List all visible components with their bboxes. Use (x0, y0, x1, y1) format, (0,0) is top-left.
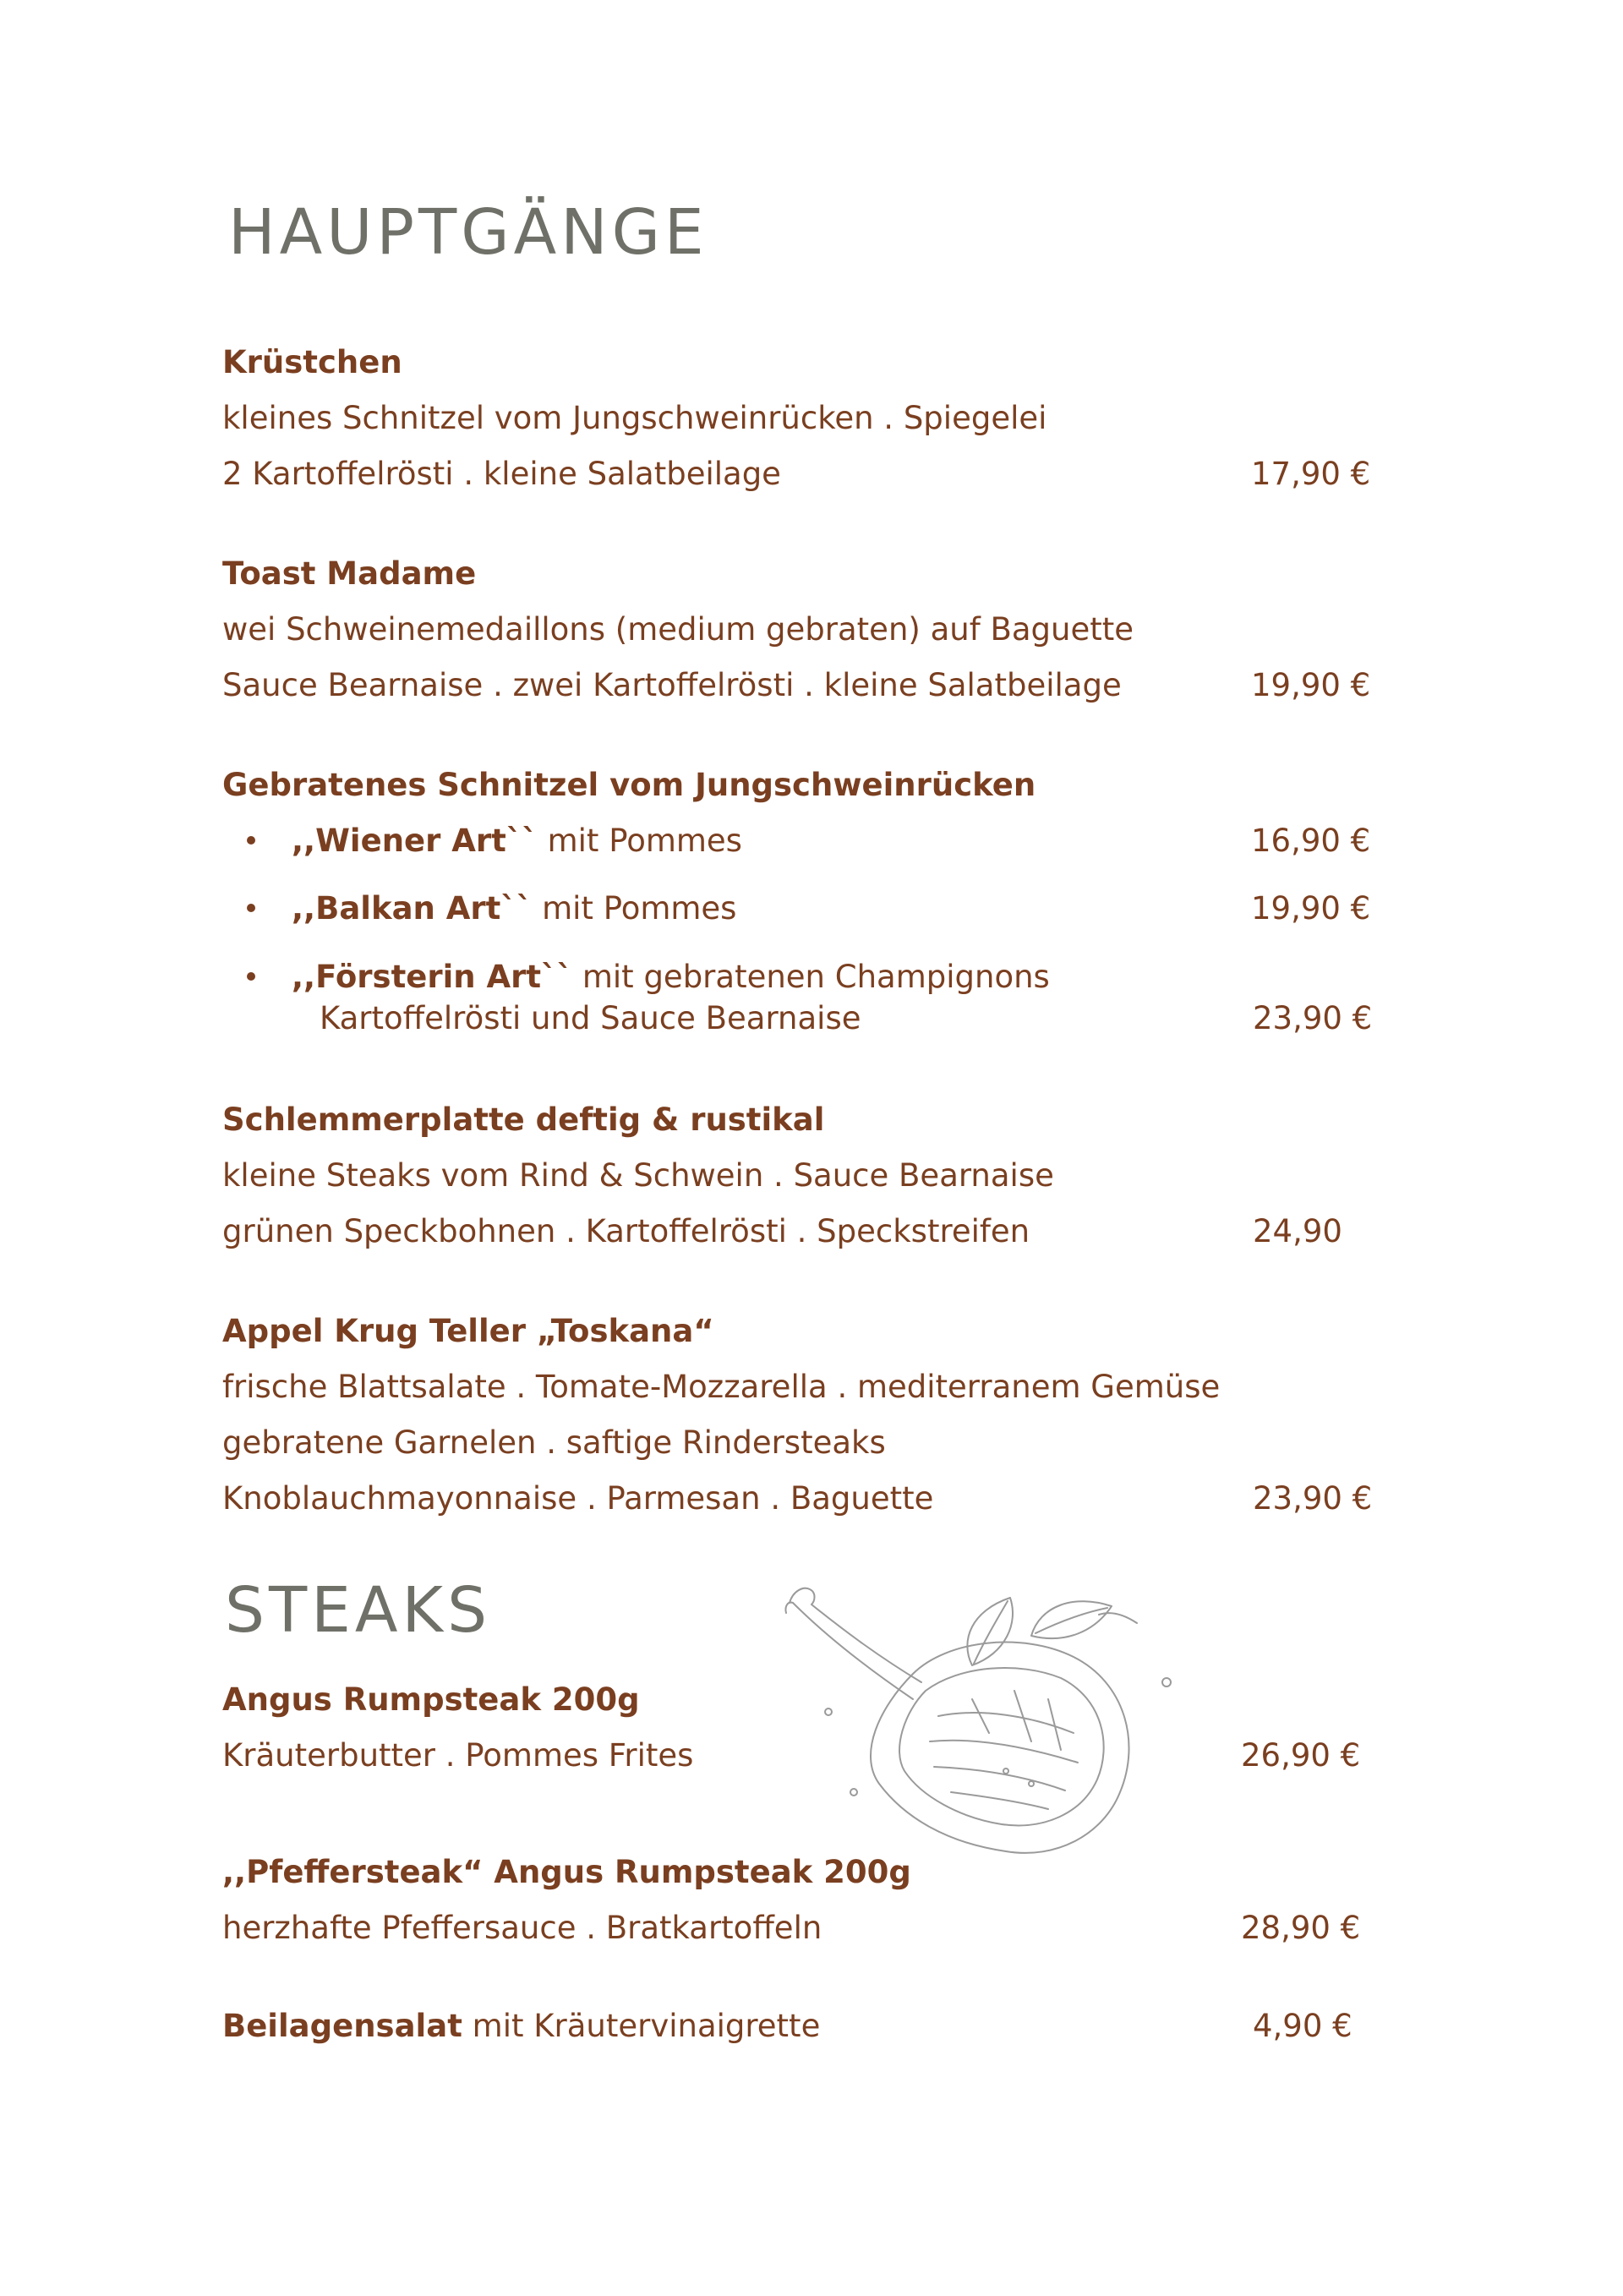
option-price-balkan: 19,90 € (1251, 890, 1371, 927)
option-name: ,,Wiener Art`` (292, 823, 538, 859)
option-desc: mit Pommes (532, 890, 737, 927)
dish-desc-appel-1: frische Blattsalate . Tomate-Mozzarella . mediterranem Gemüse (222, 1369, 1221, 1405)
dish-name-schnitzel: Gebratenes Schnitzel vom Jungschweinrücken (222, 767, 1036, 803)
schnitzel-option-balkan (292, 890, 737, 927)
dish-desc-schlemmer-1: kleine Steaks vom Rind & Schwein . Sauce Bearnaise (222, 1157, 1054, 1194)
dish-desc-pfeffer-1: herzhafte Pfeffersauce . Bratkartoffeln (222, 1910, 822, 1946)
option-desc: mit gebratenen Champignons (572, 959, 1050, 995)
dish-name-schlemmer: Schlemmerplatte deftig & rustikal (222, 1102, 825, 1138)
option-price-foersterin: 23,90 € (1253, 1000, 1373, 1036)
dish-price-appel: 23,90 € (1253, 1480, 1373, 1517)
bullet-dot (247, 972, 255, 981)
dish-price-schlemmer: 24,90 (1253, 1213, 1342, 1249)
section-title-hauptgaenge: HAUPTGÄNGE (228, 196, 708, 269)
dish-desc-krustchen-1: kleines Schnitzel vom Jungschweinrücken . Spiegelei (222, 400, 1047, 436)
dish-name-angus: Angus Rumpsteak 200g (222, 1681, 640, 1718)
dish-name-krustchen: Krüstchen (222, 344, 402, 380)
dish-desc-toast-1: wei Schweinemedaillons (medium gebraten) auf Baguette (222, 611, 1134, 648)
option-name: ,,Försterin Art`` (292, 959, 573, 995)
dish-name-pfeffer: ,,Pfeffersteak“ Angus Rumpsteak 200g (222, 1854, 911, 1890)
dish-price-toast: 19,90 € (1251, 667, 1371, 703)
schnitzel-option-foersterin-2: Kartoffelrösti und Sauce Bearnaise (320, 1000, 861, 1036)
option-name: ,,Balkan Art`` (292, 890, 533, 927)
dish-desc-appel-3: Knoblauchmayonnaise . Parmesan . Baguette (222, 1480, 934, 1517)
dish-name-salat: Beilagensalat (222, 2008, 462, 2044)
bullet-dot (247, 836, 255, 845)
section-title-steaks: STEAKS (225, 1574, 492, 1647)
option-desc: mit Pommes (537, 823, 742, 859)
dish-price-salat: 4,90 € (1253, 2008, 1352, 2044)
bullet-dot (247, 904, 255, 912)
dish-salat (222, 2010, 820, 2042)
dish-desc-appel-2: gebratene Garnelen . saftige Rindersteaks (222, 1424, 886, 1461)
dish-price-pfeffer: 28,90 € (1241, 1910, 1361, 1946)
option-price-wiener: 16,90 € (1251, 823, 1371, 859)
dish-desc-schlemmer-2: grünen Speckbohnen . Kartoffelrösti . Speckstreifen (222, 1213, 1030, 1249)
dish-price-krustchen: 17,90 € (1251, 456, 1371, 492)
dish-name-appel: Appel Krug Teller „Toskana“ (222, 1313, 714, 1349)
schnitzel-option-wiener (292, 823, 742, 859)
dish-desc-salat: mit Kräutervinaigrette (462, 2008, 821, 2044)
dish-price-angus: 26,90 € (1241, 1737, 1361, 1774)
schnitzel-option-foersterin (292, 959, 1050, 995)
dish-desc-toast-2: Sauce Bearnaise . zwei Kartoffelrösti . kleine Salatbeilage (222, 667, 1122, 703)
dish-desc-krustchen-2: 2 Kartoffelrösti . kleine Salatbeilage (222, 456, 781, 492)
dish-name-toast: Toast Madame (222, 555, 477, 592)
steak-illustration-icon (778, 1572, 1183, 1877)
dish-desc-angus-1: Kräuterbutter . Pommes Frites (222, 1737, 694, 1774)
